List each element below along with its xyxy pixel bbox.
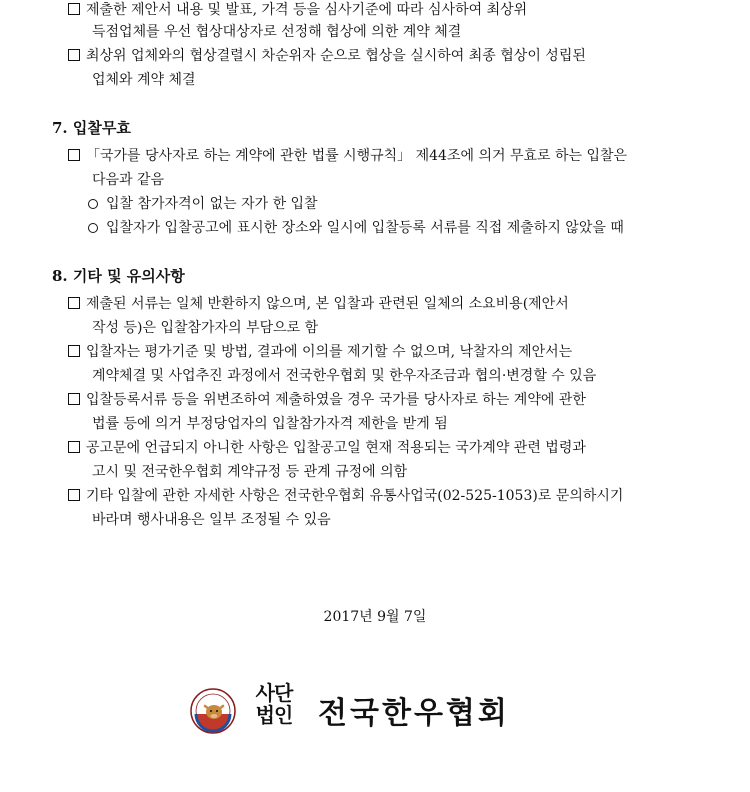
list-item: 제출한 제안서 내용 및 발표, 가격 등을 심사기준에 따라 심사하여 최상위 (68, 0, 527, 20)
checkbox-square-icon (68, 49, 80, 61)
section-heading-8: 8. 기타 및 유의사항 (52, 267, 185, 285)
sub-list-item: 입찰 참가자격이 없는 자가 한 입찰 (88, 194, 318, 214)
list-item: 기타 입찰에 관한 자세한 사항은 전국한우협회 유통사업국(02-525-1053)로 문의하시기 (68, 486, 623, 506)
checkbox-square-icon (68, 441, 80, 453)
list-item-continuation: 계약체결 및 사업추진 과정에서 전국한우협회 및 한우자조금과 협의·변경할 수 있음 (92, 368, 597, 384)
list-item: 제출된 서류는 일체 반환하지 않으며, 본 입찰과 관련된 일체의 소요비용(제안서 (68, 294, 569, 314)
list-item: 공고문에 언급되지 아니한 사항은 입찰공고일 현재 적용되는 국가계약 관련 법령과 (68, 438, 586, 458)
list-item-continuation: 업체와 계약 체결 (92, 72, 196, 88)
list-item: 「국가를 당사자로 하는 계약에 관한 법률 시행규칙」 제44조에 의거 무효로 하는 입찰은 (68, 146, 627, 166)
checkbox-square-icon (68, 297, 80, 309)
list-item-continuation: 바라며 행사내용은 일부 조정될 수 있음 (92, 512, 331, 528)
list-item-continuation: 다음과 같음 (92, 172, 165, 188)
checkbox-square-icon (68, 3, 80, 15)
corporation-label: 사단 법인 (255, 681, 293, 727)
list-item: 최상위 업체와의 협상결렬시 차순위자 순으로 협상을 실시하여 최종 협상이 성립된 (68, 46, 586, 66)
checkbox-square-icon (68, 345, 80, 357)
list-item-continuation: 법률 등에 의거 부정당업자의 입찰참가자격 제한을 받게 됨 (92, 416, 448, 432)
list-item-continuation: 고시 및 전국한우협회 계약규정 등 관계 규정에 의함 (92, 464, 408, 480)
checkbox-square-icon (68, 393, 80, 405)
section-heading-7: 7. 입찰무효 (52, 119, 131, 137)
circle-bullet-icon (88, 223, 98, 233)
document-date: 2017년 9월 7일 (323, 609, 427, 625)
cow-emblem-icon (190, 688, 236, 734)
list-item-continuation: 작성 등)은 입찰참가자의 부담으로 함 (92, 320, 319, 336)
checkbox-square-icon (68, 149, 80, 161)
list-item: 입찰자는 평가기준 및 방법, 결과에 이의를 제기할 수 없으며, 낙찰자의 제안서는 (68, 342, 572, 362)
sub-list-item: 입찰자가 입찰공고에 표시한 장소와 일시에 입찰등록 서류를 직접 제출하지 않았을 때 (88, 218, 624, 238)
organization-signature (190, 680, 550, 740)
circle-bullet-icon (88, 199, 98, 209)
checkbox-square-icon (68, 489, 80, 501)
list-item: 입찰등록서류 등을 위변조하여 제출하였을 경우 국가를 당사자로 하는 계약에 관한 (68, 390, 586, 410)
list-item-continuation: 득점업체를 우선 협상대상자로 선정해 협상에 의한 계약 체결 (92, 24, 462, 40)
organization-name: 전국한우협회 (318, 696, 510, 731)
